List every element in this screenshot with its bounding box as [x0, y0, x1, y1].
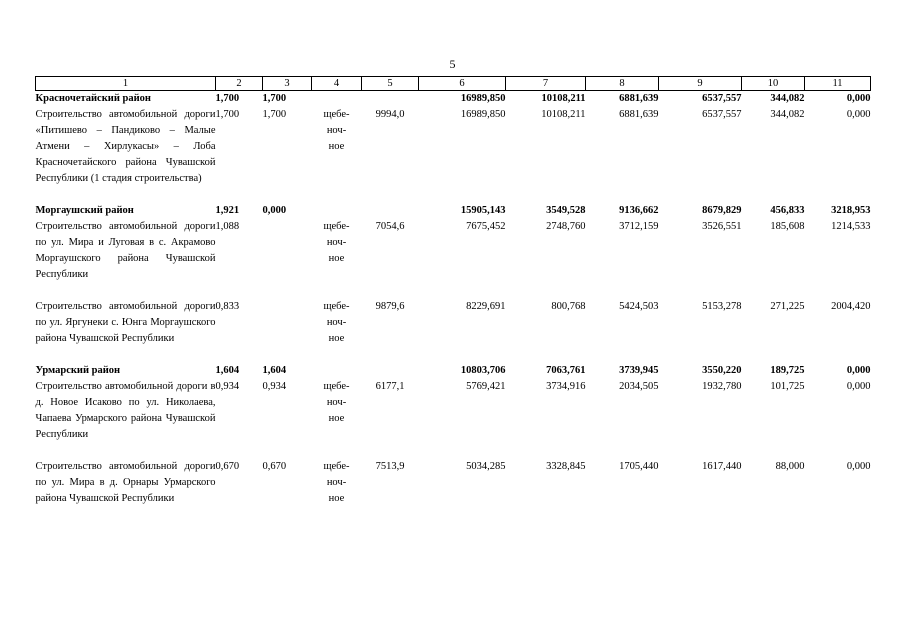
column-header: 7: [506, 77, 586, 91]
cell-length-2: 1,700: [262, 109, 287, 120]
column-header: 6: [419, 77, 506, 91]
cell-col11: 1214,533: [831, 221, 871, 232]
cell-col8: 3739,945: [619, 365, 659, 376]
surface-line: щебе-: [323, 301, 350, 312]
cell-col5: 7513,9: [375, 461, 405, 472]
cell-col7: 3549,528: [546, 205, 586, 216]
project-row: [36, 283, 871, 347]
cell-col9: 3526,551: [702, 221, 742, 232]
cell-length: 0,934: [215, 381, 240, 392]
column-header: 1: [36, 77, 216, 91]
cell-col7: 3734,916: [546, 381, 586, 392]
cell-col8: 6881,639: [619, 93, 659, 104]
cell-col7: 10108,211: [541, 93, 586, 104]
cell-col6: 5034,285: [466, 461, 506, 472]
cell-col10: 271,225: [770, 301, 805, 312]
cell-length-2: 1,700: [262, 93, 287, 104]
cell-col5: 7054,6: [375, 221, 405, 232]
project-name: Строительство автомобильной дороги по ул. Мира в д. Орнары Урмарского района Чувашской Республики: [35, 461, 216, 504]
cell-col9: 6537,557: [702, 93, 742, 104]
column-header: 3: [263, 77, 312, 91]
cell-col8: 6881,639: [619, 109, 659, 120]
region-row: [36, 347, 871, 379]
surface-line: ноч-: [326, 237, 347, 248]
surface-line: ное: [328, 413, 345, 424]
surface-line: ноч-: [326, 477, 347, 488]
cell-surface: [312, 283, 362, 347]
cell-col6: 5769,421: [466, 381, 506, 392]
project-row: [36, 443, 871, 507]
project-row: [36, 219, 871, 283]
cell-length: 1,700: [215, 93, 240, 104]
cell-col9: 5153,278: [702, 301, 742, 312]
cell-length-2: 0,670: [262, 461, 287, 472]
cell-length-2: 1,604: [262, 365, 287, 376]
cell-length: 1,088: [215, 221, 240, 232]
surface-line: щебе-: [323, 109, 350, 120]
cell-length: 1,921: [215, 205, 240, 216]
cell-col6: 16989,850: [460, 109, 506, 120]
project-name: Строительство автомобильной дороги в д. Новое Исаково по ул. Николаева, Чапаева Урмарского района Чувашской Республики: [35, 381, 216, 440]
cell-col11: 0,000: [846, 93, 871, 104]
cell-surface: [312, 443, 362, 507]
cell-col10: 344,082: [770, 93, 805, 104]
surface-line: ноч-: [326, 397, 347, 408]
surface-line: щебе-: [323, 221, 350, 232]
cell-col9: 8679,829: [702, 205, 742, 216]
cell-col11: 3218,953: [831, 205, 871, 216]
cell-surface: [312, 107, 362, 187]
cell-col5: [362, 187, 419, 219]
cell-col9: 6537,557: [702, 109, 742, 120]
cell-col10: 456,833: [770, 205, 805, 216]
surface-line: щебе-: [323, 461, 350, 472]
cell-col5: 9994,0: [375, 109, 405, 120]
cell-length-2: 0,934: [262, 381, 287, 392]
cell-col6: 16989,850: [460, 93, 506, 104]
cell-col11: 0,000: [846, 365, 871, 376]
cell-col7: 7063,761: [546, 365, 586, 376]
cell-col9: 1932,780: [702, 381, 742, 392]
cell-col8: 2034,505: [619, 381, 659, 392]
cell-col10: 101,725: [770, 381, 805, 392]
cell-surface: [312, 91, 362, 108]
region-name: Урмарский район: [35, 365, 121, 376]
cell-length-2: 0,000: [262, 205, 287, 216]
cell-col5: 9879,6: [375, 301, 405, 312]
cell-col5: [362, 347, 419, 379]
cell-col8: 3712,159: [619, 221, 659, 232]
cell-col11: 0,000: [846, 461, 871, 472]
project-row: [36, 379, 871, 443]
surface-line: ное: [328, 493, 345, 504]
cell-col7: 10108,211: [541, 109, 586, 120]
cell-col10: 185,608: [770, 221, 805, 232]
column-header: 11: [805, 77, 871, 91]
cell-col5: [362, 91, 419, 108]
cell-length: 1,700: [215, 109, 240, 120]
cell-col11: 0,000: [846, 381, 871, 392]
column-header: 5: [362, 77, 419, 91]
cell-col7: 2748,760: [546, 221, 586, 232]
cell-col7: 800,768: [551, 301, 586, 312]
cell-length-2: [263, 283, 312, 347]
cell-surface: [312, 187, 362, 219]
cell-length: 0,670: [215, 461, 240, 472]
cell-col6: 15905,143: [460, 205, 506, 216]
cell-col5: 6177,1: [375, 381, 405, 392]
cell-col6: 8229,691: [466, 301, 506, 312]
column-header: 10: [742, 77, 805, 91]
cell-col6: 10803,706: [460, 365, 506, 376]
cell-length: 1,604: [215, 365, 240, 376]
cell-col10: 88,000: [775, 461, 805, 472]
cell-col10: 189,725: [770, 365, 805, 376]
cell-col8: 5424,503: [619, 301, 659, 312]
cell-surface: [312, 347, 362, 379]
column-header: 9: [659, 77, 742, 91]
cell-col6: 7675,452: [466, 221, 506, 232]
project-name: Строительство автомобильной дороги по ул. Яргунеки с. Юнга Моргаушского района Чувашской Республики: [35, 301, 216, 344]
project-row: [36, 107, 871, 187]
surface-line: ное: [328, 253, 345, 264]
region-name: Красночетайский район: [35, 93, 151, 104]
column-number-row: [36, 77, 871, 91]
construction-table: [35, 76, 871, 507]
cell-col8: 1705,440: [619, 461, 659, 472]
project-name: Строительство автомобильной дороги «Питишево – Пандиково – Малые Атмени – Хирлукасы» – Лоба Красночетайского района Чувашской Республики (1 стадия строительства): [35, 109, 216, 184]
cell-col7: 3328,845: [546, 461, 586, 472]
surface-line: ноч-: [326, 317, 347, 328]
column-header: 2: [216, 77, 263, 91]
region-row: [36, 187, 871, 219]
project-name: Строительство автомобильной дороги по ул. Мира и Луговая в с. Акрамово Моргаушского района Чувашской Республики: [35, 221, 216, 280]
cell-surface: [312, 219, 362, 283]
cell-col9: 3550,220: [702, 365, 742, 376]
region-name: Моргаушский район: [35, 205, 134, 216]
cell-col9: 1617,440: [702, 461, 742, 472]
surface-line: ное: [328, 333, 345, 344]
surface-line: ноч-: [326, 125, 347, 136]
column-header: 8: [586, 77, 659, 91]
region-row: [36, 91, 871, 108]
cell-col11: 0,000: [846, 109, 871, 120]
cell-surface: [312, 379, 362, 443]
cell-col10: 344,082: [770, 109, 805, 120]
cell-col11: 2004,420: [831, 301, 871, 312]
cell-length: 0,833: [215, 301, 240, 312]
surface-line: ное: [328, 141, 345, 152]
column-header: 4: [312, 77, 362, 91]
page-number: 5: [449, 57, 456, 71]
cell-length-2: [263, 219, 312, 283]
cell-col8: 9136,662: [619, 205, 659, 216]
surface-line: щебе-: [323, 381, 350, 392]
